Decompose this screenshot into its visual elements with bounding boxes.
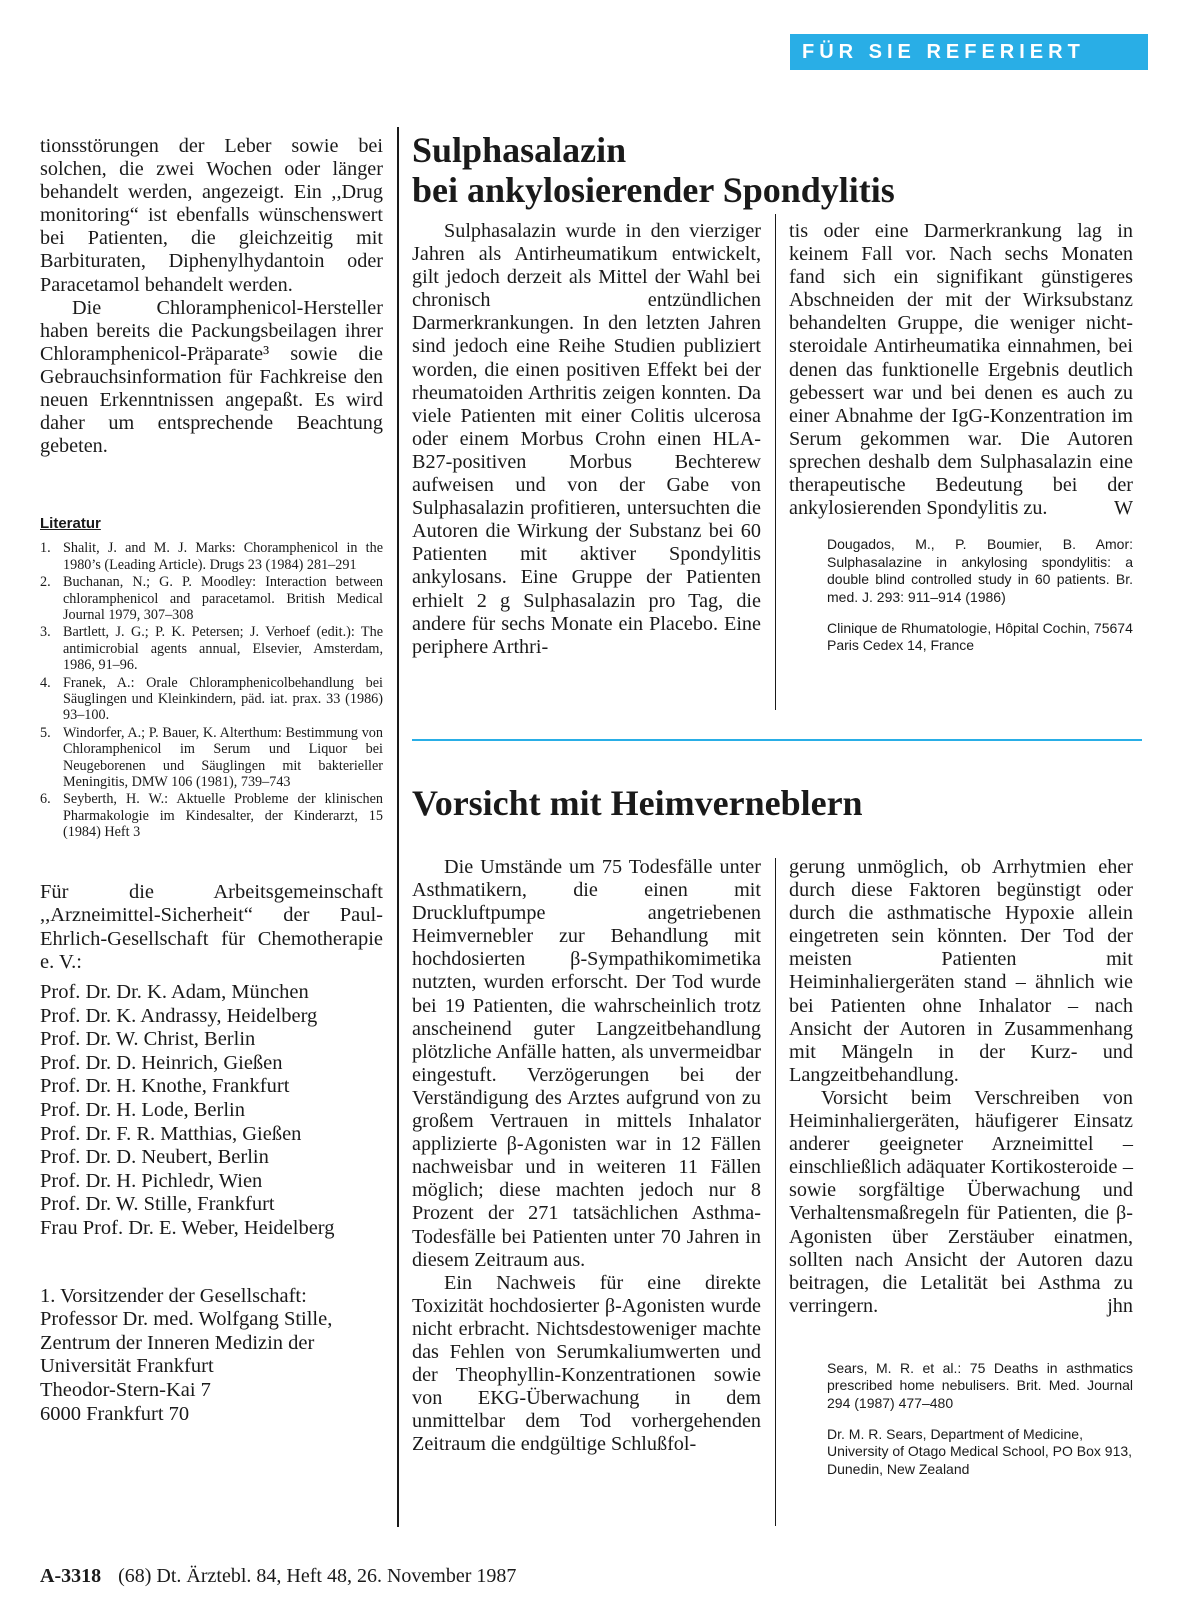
article2-address: Dr. M. R. Sears, Department of Medicine, University of Otago Medical School, PO Box 913, Dunedin, New Zealand [827, 1425, 1133, 1477]
chair-line: Theodor-Stern-Kai 7 [40, 1378, 211, 1401]
reference-text: Shalit, J. and M. J. Marks: Choramphenicol in the 1980’s (Leading Article). Drugs 23 (1984) 281–291 [63, 540, 383, 573]
member-list [40, 981, 383, 1241]
literature-section [40, 515, 383, 840]
reference-text: Franek, A.: Orale Chloramphenicolbehandlung bei Säuglingen und Kleinkindern, päd. iat. prax. 33 (1986) 93–100. [63, 674, 383, 724]
article2-column-1 [412, 856, 761, 1456]
intro-text [40, 135, 383, 458]
article2-paragraph: Die Umstände um 75 Todesfälle unter Asthmatikern, die einen mit Druckluftpumpe angetriebenen Heimvernebler zur Behandlung mit hochdosierten β-Sympathikomimetika nutzten, wurden erforscht. Der Tod wurde bei 19 Patienten, die wahrscheinlich trotz anscheinend guter Langzeitbehandlung plötzliche Anfälle hatten, als unvermeidbar eingestuft. Verzögerungen bei der Verständigung des Arztes aufgrund von zu großem Vertrauen in mittels Inhalator applizierte β-Agonisten war in 12 Fällen nachweisbar und in weiteren 11 Fällen möglich; diese machten jedoch nur 8 Prozent der 271 tatsächlichen Asthma-Todesfälle bei Patienten unter 70 Jahren in diesem Zeitraum aus. [412, 856, 761, 1271]
committee-section [40, 881, 383, 1241]
member-item: Prof. Dr. H. Lode, Berlin [40, 1098, 245, 1121]
article2-paragraph: Ein Nachweis für eine direkte Toxizität hochdosierter β-Agonisten wurde nicht erbracht. Nichtsdestoweniger machte das Fehlen von Serumkaliumwerten und der Theophyllin-Konzentrationen sowie von EKG-Überwachung in dem unmittelbar dem Tod vorhergehenden Zeitraum die endgültige Schlußfol- [412, 1271, 761, 1456]
section-divider [412, 739, 1142, 741]
section-banner: FÜR SIE REFERIERT [790, 34, 1148, 70]
reference-number: 3. [40, 624, 51, 641]
page-footer [40, 1565, 940, 1588]
reference-number: 1. [40, 540, 51, 557]
intro-paragraph: tionsstörungen der Leber sowie bei solchen, die zwei Wochen oder länger behandelt werden, angezeigt. Ein ,,Drug monitoring“ ist ebenfalls wünschenswert bei Patienten, die gleichzeitig mit Barbituraten, Diphenylhydantoin oder Paracetamol behandelt werden. [40, 135, 383, 296]
reference-number: 5. [40, 724, 51, 741]
reference-item [40, 725, 383, 791]
column-divider-article1 [775, 214, 776, 710]
member-item: Prof. Dr. D. Heinrich, Gießen [40, 1051, 283, 1074]
article1-signature: W [1113, 497, 1133, 520]
committee-intro: Für die Arbeitsgemeinschaft ,,Arzneimittel-Sicherheit“ der Paul-Ehrlich-Gesellschaft für Chemotherapie e. V.: [40, 880, 383, 974]
reference-item [40, 574, 383, 623]
chair-line: 6000 Frankfurt 70 [40, 1402, 190, 1425]
member-item: Prof. Dr. W. Christ, Berlin [40, 1028, 256, 1051]
literature-title: Literatur [40, 515, 101, 533]
page-code: A-3318 [40, 1565, 102, 1587]
chair-line: Universität Frankfurt [40, 1355, 214, 1378]
article2-citation: Sears, M. R. et al.: 75 Deaths in asthmatics prescribed home nebulisers. Brit. Med. Journal 294 (1987) 477–480 [827, 1359, 1133, 1412]
chair-line: Professor Dr. med. Wolfgang Stille, [40, 1308, 333, 1331]
article1-citation: Dougados, M., P. Boumier, B. Amor: Sulphasalazine in ankylosing spondylitis: a double blind controlled study in 60 patients. Br. med. J. 293: 911–914 (1986) [827, 536, 1133, 605]
chair-line: Zentrum der Inneren Medizin der [40, 1331, 315, 1354]
column-divider-left [397, 127, 399, 1527]
member-item: Prof. Dr. H. Knothe, Frankfurt [40, 1075, 290, 1098]
reference-item [40, 540, 383, 573]
article2-column-2 [789, 856, 1133, 1478]
reference-number: 6. [40, 791, 51, 808]
chair-address [40, 1285, 383, 1427]
article1-title-line: Sulphasalazin [412, 130, 627, 170]
member-item: Prof. Dr. F. R. Matthias, Gießen [40, 1122, 302, 1145]
article1-title [412, 130, 1152, 210]
reference-item [40, 791, 383, 840]
reference-number: 2. [40, 574, 51, 591]
intro-paragraph: Die Chloramphenicol-Hersteller haben bereits die Packungsbeilagen ihrer Chloramphenicol-Präparate³ sowie die Gebrauchsinformation für Fachkreise den neuen Erkenntnissen angepaßt. Es wird daher um entsprechende Beachtung gebeten. [40, 296, 383, 458]
article1-col2-text [789, 220, 1133, 520]
reference-text: Bartlett, J. G.; P. K. Petersen; J. Verhoef (edit.): The antimicrobial agents annual, Elsevier, Amsterdam, 1986, 91–96. [63, 624, 383, 674]
article2-paragraph: gerung unmöglich, ob Arrhytmien eher durch diese Faktoren begünstigt oder durch die asthmatische Hypoxie allein eingetreten sein könnten. Der Tod der meisten Patienten mit Heiminhaliergeräten stand – ähnlich wie bei Patienten ohne Inhalator – nach Ansicht der Autoren in Zusammenhang mit Mängeln in der Kurz- und Langzeitbehandlung. [789, 856, 1133, 1086]
article1-column-1: Sulphasalazin wurde in den vierziger Jahren als Antirheumatikum entwickelt, gilt jedoch derzeit als Mittel der Wahl bei chronisch entzündlichen Darmerkrankungen. In den letzten Jahren sind jedoch eine Reihe Studien publiziert worden, die einen positiven Effekt bei der rheumatoiden Arthritis zeigen konnten. Da viele Patienten mit einer Colitis ulcerosa oder einem Morbus Crohn einen HLA-B27-positiven Morbus Bechterew aufweisen und von der Gabe von Sulphasalazin profitieren, untersuchten die Autoren die Wirkung der Substanz bei 60 Patienten mit aktiver Spondylitis ankylosans. Eine Gruppe der Patienten erhielt 2 g Sulphasalazin pro Tag, die andere für sechs Monate ein Placebo. Eine periphere Arthri- [412, 220, 761, 658]
reference-item [40, 675, 383, 724]
member-item: Prof. Dr. H. Pichledr, Wien [40, 1169, 263, 1192]
article1-title-line: bei ankylosierender Spondylitis [412, 170, 895, 210]
journal-reference: (68) Dt. Ärztebl. 84, Heft 48, 26. November 1987 [118, 1565, 517, 1587]
reference-text: Buchanan, N.; G. P. Moodley: Interaction between chloramphenicol and paracetamol. British Medical Journal 1979, 307–308 [63, 574, 383, 623]
article2-title: Vorsicht mit Heimverneblern [412, 783, 863, 823]
member-item: Prof. Dr. W. Stille, Frankfurt [40, 1193, 275, 1216]
column-divider-article2 [775, 858, 776, 1526]
reference-text: Seyberth, H. W.: Aktuelle Probleme der klinischen Pharmakologie im Kindesalter, der Kinderarzt, 15 (1984) Heft 3 [63, 791, 383, 841]
article2-col2-body: Vorsicht beim Verschreiben von Heiminhaliergeräten, häufigerer Einsatz anderer geeigneter Arzneimittel – einschließlich adäquater Kortikosteroide – sowie sorgfältige Überwachung und Verhaltensmaßregeln für Patienten, die β-Agonisten über Zerstäuber einatmen, sollten nach Ansicht der Autoren dazu beitragen, die Letalität bei Asthma zu verringern. [789, 1086, 1133, 1317]
member-item: Prof. Dr. K. Andrassy, Heidelberg [40, 1004, 318, 1027]
reference-text: Windorfer, A.; P. Bauer, K. Alterthum: Bestimmung von Chloramphenicol im Serum und Liquor bei Neugeborenen und Säuglingen mit bakterieller Meningitis, DMW 106 (1981), 739–743 [63, 724, 383, 790]
article1-col2-body: tis oder eine Darmerkrankung lag in keinem Fall vor. Nach sechs Monaten fand sich ein signifikant günstigeres Abschneiden der mit der Wirksubstanz behandelten Gruppe, die weniger nicht-steroidale Antirheumatika einnahmen, bei denen das funktionelle Ergebnis deutlich gebessert war und bei denen es auch zu einer Abnahme der IgG-Konzentration im Serum gekommen war. Die Autoren sprechen deshalb dem Sulphasalazin eine therapeutische Bedeutung bei der ankylosierenden Spondylitis zu. [789, 220, 1133, 520]
member-item: Prof. Dr. D. Neubert, Berlin [40, 1146, 269, 1169]
article2-paragraph [789, 1087, 1133, 1318]
reference-item [40, 624, 383, 673]
left-column [40, 135, 383, 1426]
chair-line: 1. Vorsitzender der Gesellschaft: [40, 1284, 307, 1307]
article1-column-2 [789, 220, 1133, 655]
article2-signature: jhn [1107, 1294, 1133, 1317]
reference-number: 4. [40, 674, 51, 691]
member-item: Prof. Dr. Dr. K. Adam, München [40, 981, 309, 1003]
member-item: Frau Prof. Dr. E. Weber, Heidelberg [40, 1216, 335, 1239]
reference-list [40, 540, 383, 840]
article1-address: Clinique de Rhumatologie, Hôpital Cochin, 75674 Paris Cedex 14, France [827, 619, 1133, 654]
